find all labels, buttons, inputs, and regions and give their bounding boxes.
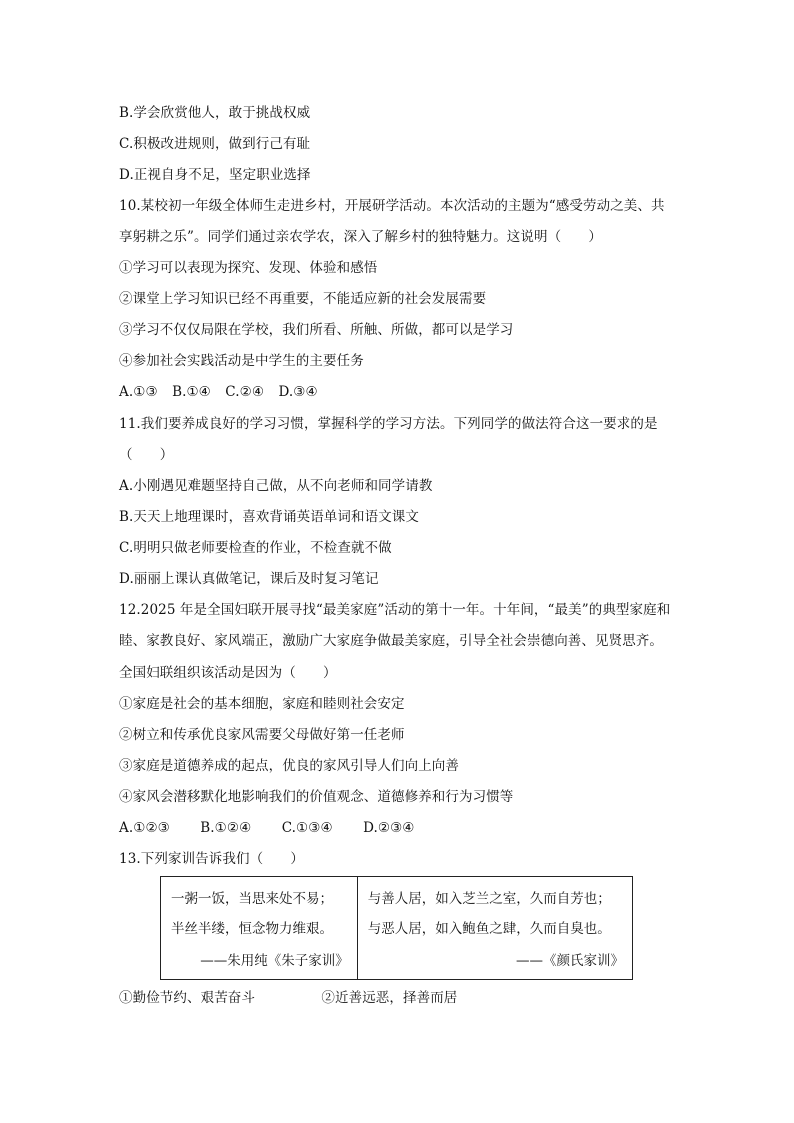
question-10-stem-line1: 10.某校初一年级全体师生走进乡村，开展研学活动。本次活动的主题为“感受劳动之美、共 [119, 198, 665, 214]
question-11-stem-line1: 11.我们要养成良好的学习习惯，掌握科学的学习方法。下列同学的做法符合这一要求的是 [119, 416, 658, 432]
question-12-option-d: D.②③④ [363, 820, 415, 836]
yanshi-motto-source: ——《颜氏家训》 [516, 953, 624, 969]
question-11-option-d: D.丽丽上课认真做笔记，课后及时复习笔记 [119, 571, 379, 587]
option-c-prev: C.积极改进规则，做到行己有耻 [119, 136, 311, 152]
zhuzi-motto-line2: 半丝半缕，恒念物力维艰。 [171, 921, 333, 937]
question-12-stem-line2: 睦、家教良好、家风端正，激励广大家庭争做最美家庭，引导全社会崇德向善、见贤思齐。 [119, 633, 663, 649]
yanshi-motto-line1: 与善人居，如入芝兰之室，久而自芳也； [367, 891, 611, 907]
question-12-statement-2: ②树立和传承优良家风需要父母做好第一任老师 [119, 727, 405, 743]
question-10-options [119, 384, 318, 400]
question-12-options [119, 820, 415, 836]
question-10-statement-1: ①学习可以表现为探究、发现、体验和感悟 [119, 260, 378, 276]
question-13-answer-2: ②近善远恶，择善而居 [321, 990, 458, 1006]
question-13-answer-1: ①勤俭节约、艰苦奋斗 [119, 990, 255, 1006]
option-d-prev: D.正视自身不足，坚定职业选择 [119, 167, 311, 183]
question-11-option-b: B.天天上地理课时，喜欢背诵英语单词和语文课文 [119, 509, 420, 525]
question-10-statement-3: ③学习不仅仅局限在学校，我们所看、所触、所做，都可以是学习 [119, 322, 514, 338]
question-10-option-d: D.③④ [278, 384, 318, 400]
question-10-statement-4: ④参加社会实践活动是中学生的主要任务 [119, 353, 364, 369]
option-b-prev: B.学会欣赏他人，敢于挑战权威 [119, 105, 311, 121]
question-12-stem-line3: 全国妇联组织该活动是因为（ ） [119, 665, 337, 681]
yanshi-motto-line2: 与恶人居，如入鲍鱼之肆，久而自臭也。 [367, 921, 611, 937]
question-10-option-b: B.①④ [172, 384, 211, 400]
yanshi-motto-cell [357, 877, 632, 980]
question-13-stem: 13.下列家训告诉我们（ ） [119, 851, 304, 867]
question-11-option-c: C.明明只做老师要检查的作业，不检查就不做 [119, 540, 392, 556]
question-12-statement-1: ①家庭是社会的基本细胞，家庭和睦则社会安定 [119, 696, 405, 712]
question-12-option-c: C.①③④ [281, 820, 333, 836]
question-10-statement-2: ②课堂上学习知识已经不再重要，不能适应新的社会发展需要 [119, 291, 487, 307]
question-12-option-b: B.①②④ [200, 820, 252, 836]
question-12-stem-line1: 12.2025 年是全国妇联开展寻找“最美家庭”活动的第十一年。十年间，“最美”的典型家庭和 [119, 602, 671, 618]
family-motto-table [160, 876, 633, 980]
question-12-option-a: A.①②③ [119, 820, 170, 836]
question-10-option-a: A.①③ [119, 384, 158, 400]
zhuzi-motto-cell [161, 877, 358, 980]
question-11-stem-line2: （ ） [119, 447, 174, 463]
question-11-option-a: A.小刚遇见难题坚持自己做，从不向老师和同学请教 [119, 478, 433, 494]
question-12-statement-4: ④家风会潜移默化地影响我们的价值观念、道德修养和行为习惯等 [119, 789, 514, 805]
question-10-stem-line2: 享躬耕之乐”。同学们通过亲农学农，深入了解乡村的独特魅力。这说明（ ） [119, 229, 603, 245]
zhuzi-motto-source: ——朱用纯《朱子家训》 [200, 953, 349, 969]
question-10-option-c: C.②④ [225, 384, 265, 400]
zhuzi-motto-line1: 一粥一饭，当思来处不易； [171, 891, 333, 907]
question-12-statement-3: ③家庭是道德养成的起点，优良的家风引导人们向上向善 [119, 758, 459, 774]
question-13-answers [119, 990, 457, 1006]
